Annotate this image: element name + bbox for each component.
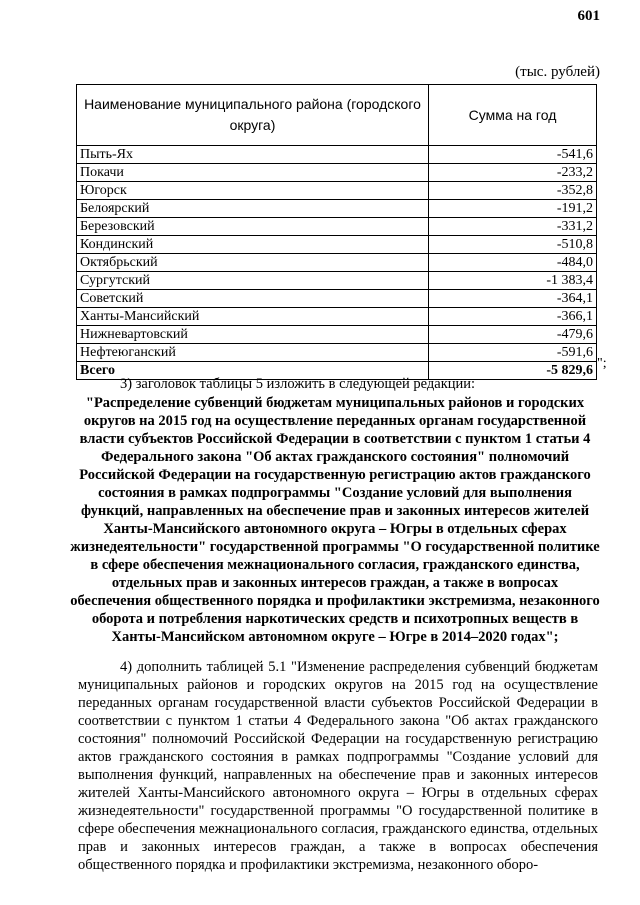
district-name: Березовский (77, 218, 429, 236)
table-row (77, 146, 597, 164)
district-amount: -510,8 (429, 236, 597, 254)
total-amount: -5 829,6 (429, 362, 597, 380)
item-3-text: 3) заголовок таблицы 5 изложить в следующей редакции: (120, 376, 476, 392)
district-name: Октябрьский (77, 254, 429, 272)
district-amount: -364,1 (429, 290, 597, 308)
district-amount: -479,6 (429, 326, 597, 344)
district-name: Кондинский (77, 236, 429, 254)
column-header-name: Наименование муниципального района (городского округа) (77, 85, 429, 146)
units-label: (тыс. рублей) (515, 64, 600, 80)
page-number: 601 (577, 8, 600, 24)
district-amount: -541,6 (429, 146, 597, 164)
district-name: Югорск (77, 182, 429, 200)
table-row (77, 218, 597, 236)
table-header-row (77, 85, 597, 146)
table-row (77, 182, 597, 200)
district-amount: -191,2 (429, 200, 597, 218)
district-amount: -352,8 (429, 182, 597, 200)
district-amount: -331,2 (429, 218, 597, 236)
table-row (77, 272, 597, 290)
district-amount: -1 383,4 (429, 272, 597, 290)
district-amount: -591,6 (429, 344, 597, 362)
closing-quote: "; (597, 356, 607, 371)
table-row (77, 344, 597, 362)
district-amount: -366,1 (429, 308, 597, 326)
district-name: Пыть-Ях (77, 146, 429, 164)
item-4-text: 4) дополнить таблицей 5.1 "Изменение распределения субвенций бюджетам муниципальных районов и городских округов на 2015 год на осуществление переданных органам государственной власти субъектов Российской Федерации в соответствии с пунктом 1 статьи 4 Федерального закона "Об актах гражданского состояния" полномочий Российской Федерации на государственную регистрацию актов гражданского состояния в рамках подпрограммы "Создание условий для выполнения функций, направленных на обеспечение прав и законных интересов жителей Ханты-Мансийского автономного округа – Югры в отдельных сферах жизнедеятельности" государственной программы "О государственной политике в сфере обеспечения межнационального согласия, гражданского единства, отдельных прав и законных интересов граждан, а также в вопросах обеспечения общественного порядка и профилактики экстремизма, незаконного оборо- (78, 659, 598, 873)
table-row (77, 164, 597, 182)
table-body (77, 146, 597, 380)
district-amount: -233,2 (429, 164, 597, 182)
table-row (77, 326, 597, 344)
table-5-heading: "Распределение субвенций бюджетам муниципальных районов и городских округов на 2015 год на осуществление переданных органам государственной власти субъектов Российской Федерации в соответствии с пунктом 1 статьи 4 Федерального закона "Об актах гражданского состояния" полномочий Российской Федерации на государственную регистрацию актов гражданского состояния в рамках подпрограммы "Создание условий для выполнения функций, направленных на обеспечение прав и законных интересов жителей Ханты-Мансийского автономного округа – Югры в отдельных сферах жизнедеятельности" государственной программы "О государственной политике в сфере обеспечения межнационального согласия, гражданского единства, отдельных прав и законных интересов граждан, а также в вопросах обеспечения общественного порядка и профилактики экстремизма, незаконного оборота и потребления наркотических средств и психотропных веществ в Ханты-Мансийском автономном округе – Югре в 2014–2020 годах"; (70, 395, 600, 645)
district-name: Ханты-Мансийский (77, 308, 429, 326)
district-name: Советский (77, 290, 429, 308)
table-row (77, 290, 597, 308)
district-name: Сургутский (77, 272, 429, 290)
district-name: Нижневартовский (77, 326, 429, 344)
subvention-table (76, 84, 597, 380)
table-row (77, 200, 597, 218)
district-name: Белоярский (77, 200, 429, 218)
table-row (77, 236, 597, 254)
district-name: Нефтеюганский (77, 344, 429, 362)
district-amount: -484,0 (429, 254, 597, 272)
table-row (77, 308, 597, 326)
column-header-amount: Сумма на год (429, 85, 597, 146)
table-row (77, 254, 597, 272)
total-label: Всего (77, 362, 429, 380)
district-name: Покачи (77, 164, 429, 182)
